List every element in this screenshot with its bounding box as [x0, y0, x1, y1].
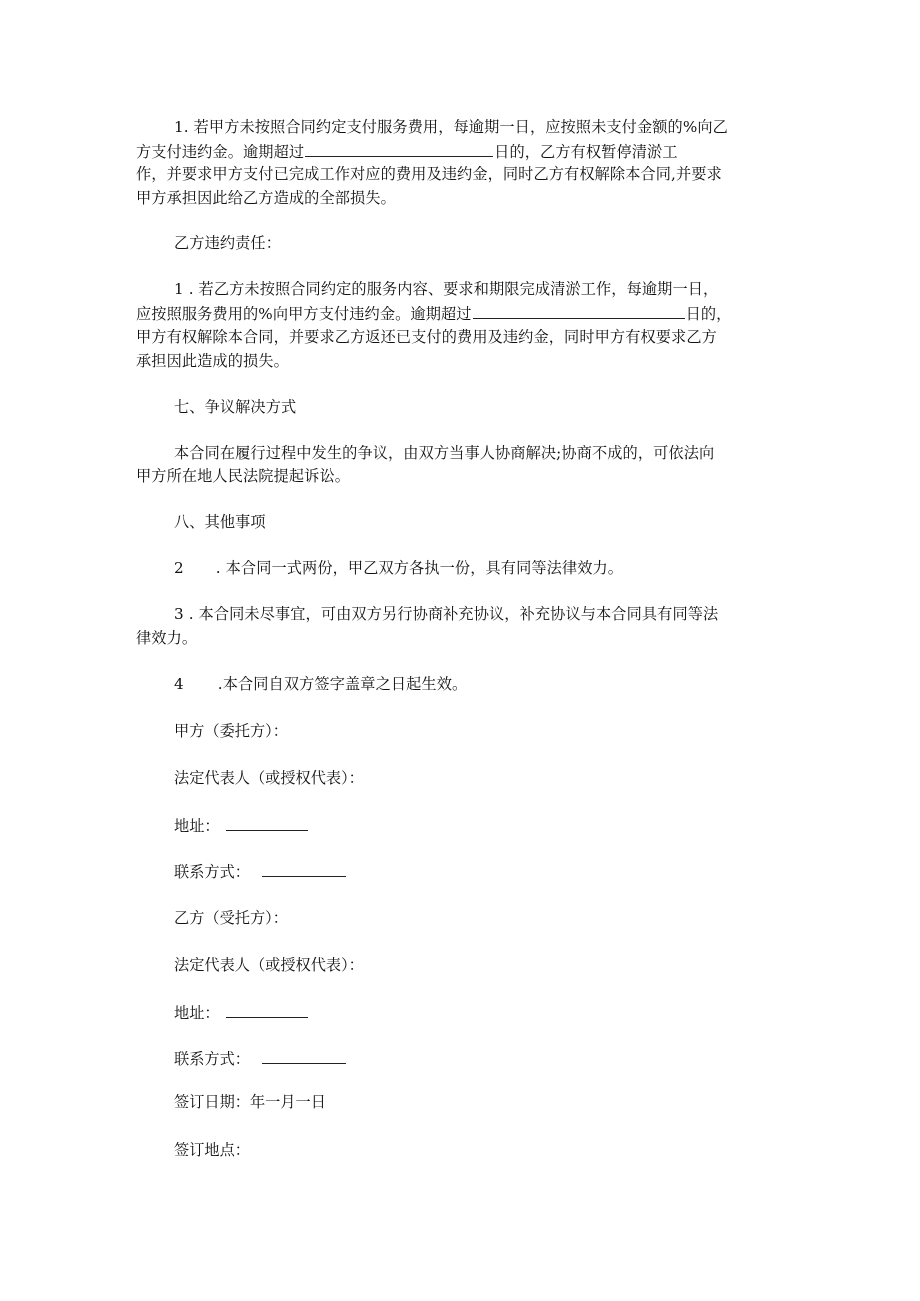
- item-2: [174, 557, 623, 579]
- party-b-contact: [174, 1047, 347, 1070]
- party-a-label: 甲方（委托方）：: [174, 722, 288, 740]
- party-a-address-label: 地址：: [174, 817, 220, 835]
- party-b-breach-line-4: 承担因此造成的损失。: [136, 352, 289, 370]
- party-b-contact-blank: [262, 1047, 346, 1064]
- signing-place: 签订地点：: [174, 1141, 250, 1159]
- section-8-heading: 八、其他事项: [174, 513, 266, 531]
- party-a-breach-line-2: [136, 140, 678, 163]
- section-7-line-1: 本合同在履行过程中发生的争议，由双方当事人协商解决;协商不成的，可依法向: [174, 444, 715, 462]
- item-2-text: . 本合同一式两份，甲乙双方各执一份，具有同等法律效力。: [215, 559, 624, 577]
- party-a-contact-blank: [262, 860, 346, 877]
- section-7-line-2: 甲方所在地人民法院提起诉讼。: [136, 467, 351, 485]
- item-4-number: 4: [174, 675, 184, 693]
- item-4-text: .本合同自双方签字盖章之日起生效。: [217, 675, 468, 693]
- item-3-line-2: 律效力。: [136, 629, 198, 647]
- party-a-contact: [174, 860, 347, 883]
- party-b-breach-line-2-suffix: 日的，: [685, 305, 732, 323]
- party-a-address-blank: [226, 814, 308, 831]
- item-2-number: 2: [174, 559, 184, 577]
- party-a-contact-label: 联系方式：: [174, 863, 250, 881]
- item-3-line-1: 3 . 本合同未尽事宜，可由双方另行协商补充协议，补充协议与本合同具有同等法: [174, 605, 719, 623]
- party-b-breach-heading: 乙方违约责任：: [174, 234, 282, 252]
- party-b-contact-label: 联系方式：: [174, 1050, 250, 1068]
- party-a-breach-line-3: 作，并要求甲方支付已完成工作对应的费用及违约金，同时乙方有权解除本合同,并要求: [136, 165, 722, 183]
- party-a-representative: 法定代表人（或授权代表）：: [174, 769, 364, 787]
- party-a-address: [174, 814, 309, 837]
- overdue-days-blank: [473, 302, 685, 319]
- party-b-breach-line-1: 1 . 若乙方未按照合同约定的服务内容、要求和期限完成清淤工作，每逾期一日，: [174, 280, 719, 298]
- overdue-days-blank: [305, 140, 493, 157]
- signing-date: 签订日期：年一月一日: [174, 1093, 326, 1111]
- party-a-breach-line-4: 甲方承担因此给乙方造成的全部损失。: [136, 189, 396, 207]
- item-4: [174, 673, 467, 695]
- party-b-address: [174, 1001, 309, 1024]
- party-b-breach-line-3: 甲方有权解除本合同，并要求乙方返还已支付的费用及违约金，同时甲方有权要求乙方: [136, 328, 717, 346]
- party-b-address-blank: [226, 1001, 308, 1018]
- party-b-breach-line-2-prefix: 应按照服务费用的%向甲方支付违约金。逾期超过: [136, 305, 472, 323]
- section-7-heading: 七、争议解决方式: [174, 398, 297, 416]
- party-a-breach-line-1: 1. 若甲方未按照合同约定支付服务费用，每逾期一日，应按照未支付金额的%向乙: [174, 118, 728, 136]
- party-b-representative: 法定代表人（或授权代表）：: [174, 956, 364, 974]
- party-b-address-label: 地址：: [174, 1004, 220, 1022]
- party-a-breach-line-2-prefix: 方支付违约金。逾期超过: [136, 143, 305, 161]
- party-a-breach-line-2-suffix: 日的，乙方有权暂停清淤工: [494, 143, 678, 161]
- party-b-breach-line-2: [136, 302, 731, 325]
- party-b-label: 乙方（受托方）：: [174, 909, 288, 927]
